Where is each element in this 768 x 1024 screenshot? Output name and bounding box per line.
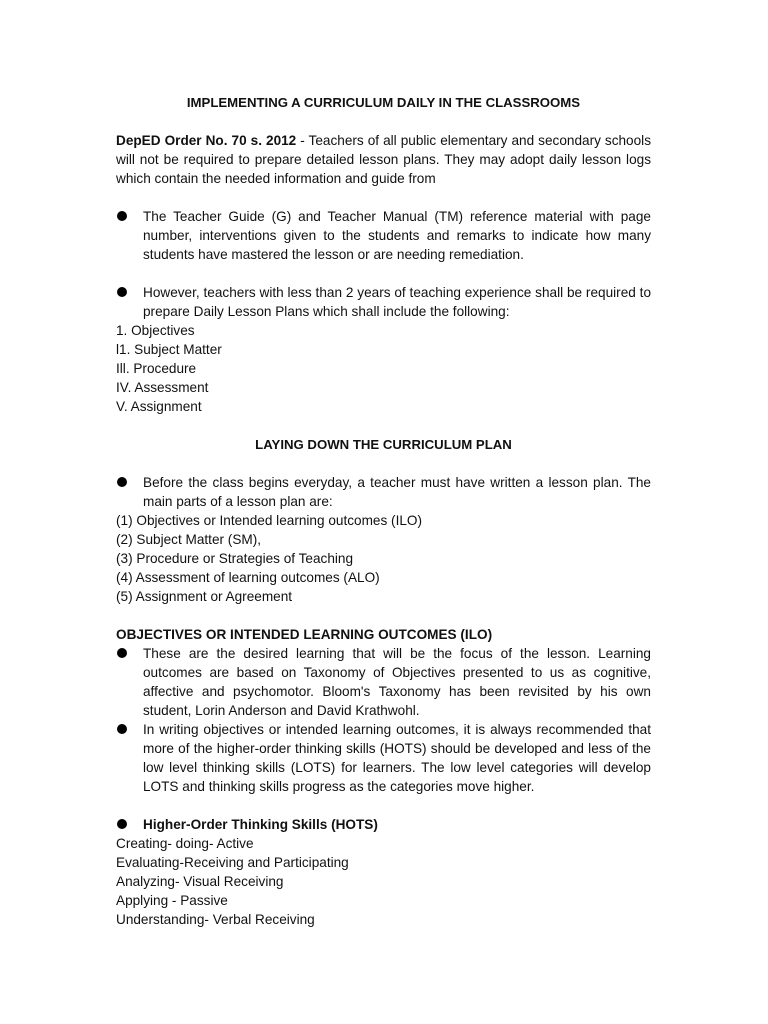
bullet-dot-icon	[117, 819, 127, 829]
bullet-teacher-guide	[116, 207, 651, 264]
bullet-text: In writing objectives or intended learning outcomes, it is always recommended that more of the higher-order thinking skills (HOTS) should be developed and less of the low level thinking skills (LOTS) for learners. The low level categories will develop LOTS and thinking skills progress as the categories move higher.	[143, 722, 651, 794]
spacer	[116, 416, 651, 435]
list-item: (3) Procedure or Strategies of Teaching	[116, 551, 354, 566]
bullet-dot-icon	[117, 287, 127, 297]
list-item: 1. Objectives	[116, 323, 195, 338]
bullet-text: The Teacher Guide (G) and Teacher Manual (TM) reference material with page number, interventions given to the students and remarks to indicate how many students have mastered the lesson or are needing remediation.	[143, 209, 651, 262]
bullet-dot-icon	[117, 211, 127, 221]
section-title-implementing: IMPLEMENTING A CURRICULUM DAILY IN THE CLASSROOMS	[186, 95, 581, 110]
bullet-desired-learning	[116, 644, 651, 720]
document-page	[116, 93, 651, 929]
list-item: Analyzing- Visual Receiving	[116, 874, 284, 889]
deped-order-label: DepED Order No. 70 s. 2012	[116, 133, 297, 148]
spacer	[116, 796, 651, 815]
list-item: (4) Assessment of learning outcomes (ALO)	[116, 570, 380, 585]
list-item: Understanding- Verbal Receiving	[116, 912, 315, 927]
bullet-writing-objectives	[116, 720, 651, 796]
spacer	[116, 112, 651, 131]
list-item: (1) Objectives or Intended learning outcomes (ILO)	[116, 513, 423, 528]
spacer	[116, 454, 651, 473]
list-item: V. Assignment	[116, 399, 202, 414]
list-item: Ill. Procedure	[116, 361, 197, 376]
bullet-dot-icon	[117, 724, 127, 734]
spacer	[116, 606, 651, 625]
deped-order-paragraph	[116, 131, 651, 188]
bullet-text: These are the desired learning that will be the focus of the lesson. Learning outcomes are based on Taxonomy of Objectives presented to us as cognitive, affective and psychomotor. Bloom's Taxonomy has been revisited by his own student, Lorin Anderson and David Krathwohl.	[143, 646, 651, 718]
bullet-text: Before the class begins everyday, a teacher must have written a lesson plan. The main parts of a lesson plan are:	[143, 475, 651, 509]
bullet-text: However, teachers with less than 2 years of teaching experience shall be required to prepare Daily Lesson Plans which shall include the following:	[143, 285, 651, 319]
list-item: (5) Assignment or Agreement	[116, 589, 293, 604]
bullet-dot-icon	[117, 477, 127, 487]
list-item: IV. Assessment	[116, 380, 209, 395]
section-title-laying-down: LAYING DOWN THE CURRICULUM PLAN	[255, 437, 512, 452]
list-item: Evaluating-Receiving and Participating	[116, 855, 349, 870]
bullet-text: Higher-Order Thinking Skills (HOTS)	[143, 817, 378, 832]
deped-order-text: - Teachers of all public elementary and secondary schools will not be required to prepare detailed lesson plans. They may adopt daily lesson logs which contain the needed information and guide from	[116, 133, 651, 186]
bullet-less-than-two-years	[116, 283, 651, 321]
list-item: (2) Subject Matter (SM),	[116, 532, 262, 547]
bullet-before-class	[116, 473, 651, 511]
bullet-dot-icon	[117, 648, 127, 658]
list-item: Creating- doing- Active	[116, 836, 254, 851]
spacer	[116, 188, 651, 207]
spacer	[116, 264, 651, 283]
bullet-hots	[116, 815, 651, 834]
list-item: Applying - Passive	[116, 893, 228, 908]
list-item: l1. Subject Matter	[116, 342, 222, 357]
section-heading-objectives: OBJECTIVES OR INTENDED LEARNING OUTCOMES (ILO)	[116, 627, 493, 642]
